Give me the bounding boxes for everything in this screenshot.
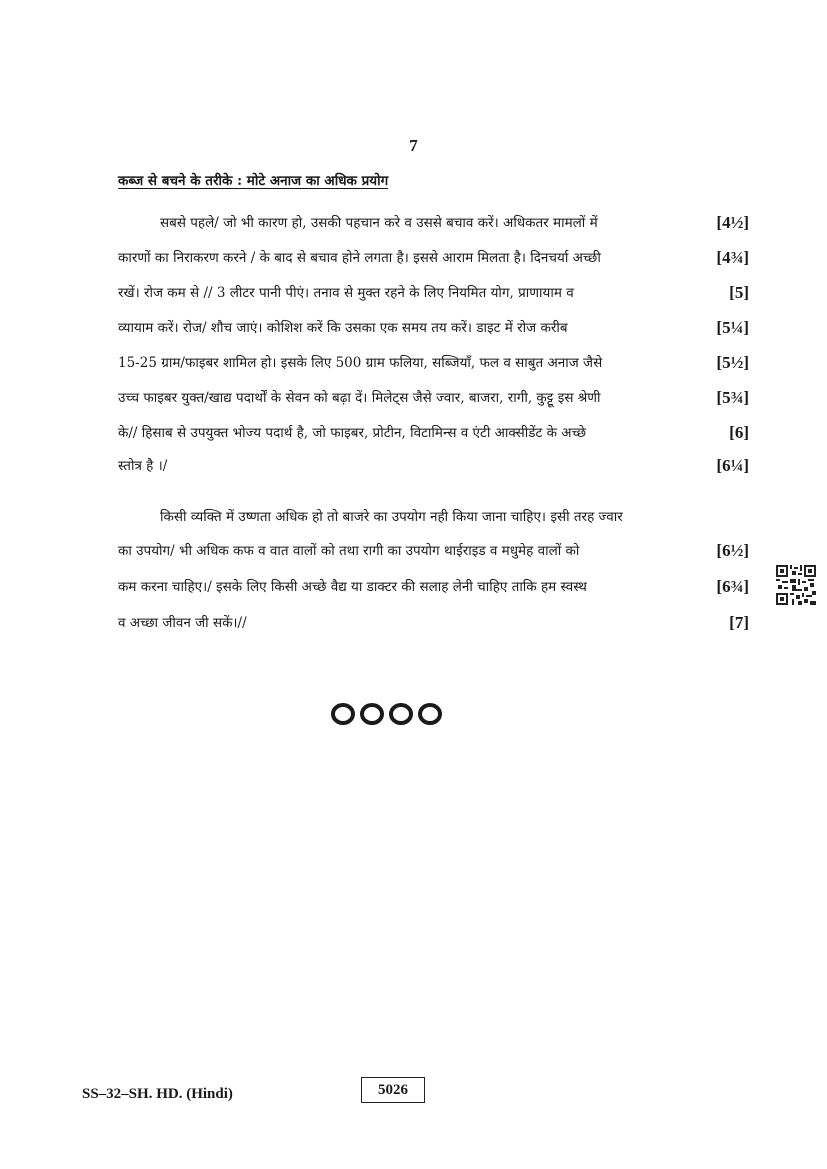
paragraph1-line-5: 15-25 ग्राम/फाइबर शामिल हो। इसके लिए 500 ग्राम फलिया, सब्जियाँ, फल व साबुत अनाज जैसे: [118, 355, 603, 371]
paragraph2-mark-3: [6¾]: [716, 577, 749, 596]
paragraph1-line-7: के// हिसाब से उपयुक्त भोज्य पदार्थ है, जो फाइबर, प्रोटीन, विटामिन्स व एंटी आक्सीडेंट के अच्छे: [118, 425, 587, 441]
page-number: 7: [409, 136, 418, 155]
paragraph1-mark-5: [5½]: [716, 353, 749, 372]
end-ornament-icon: [329, 702, 445, 726]
paragraph1-mark-2: [4¾]: [716, 248, 749, 267]
paper-code: SS–32–SH. HD. (Hindi): [82, 1086, 233, 1102]
paragraph2-line-2: का उपयोग/ भी अधिक कफ व वात वालों को तथा रागी का उपयोग थाईराइड व मधुमेह वालों को: [118, 543, 580, 559]
paragraph1-mark-8: [6¼]: [716, 456, 749, 475]
paragraph1-mark-4: [5¼]: [716, 318, 749, 337]
paragraph1-mark-7: [6]: [729, 423, 749, 442]
paragraph1-mark-1: [4½]: [716, 213, 749, 232]
paragraph2-line-1: किसी व्यक्ति में उष्णता अधिक हो तो बाजरे का उपयोग नही किया जाना चाहिए। इसी तरह ज्वार: [160, 509, 623, 525]
qr-code-icon: [776, 565, 816, 605]
section-heading: कब्ज से बचने के तरीके : मोटे अनाज का अधिक प्रयोग: [118, 173, 389, 189]
paper-number-box: 5026: [361, 1077, 425, 1103]
paragraph1-line-6: उच्च फाइबर युक्त/खाद्य पदार्थों के सेवन को बढ़ा दें। मिलेट्स जैसे ज्वार, बाजरा, रागी, कुट्टू इस श्रेणी: [118, 390, 601, 406]
paragraph2-line-4: व अच्छा जीवन जी सकें।//: [118, 615, 247, 631]
paragraph2-line-3: कम करना चाहिए।/ इसके लिए किसी अच्छे वैद्य या डाक्टर की सलाह लेनी चाहिए ताकि हम स्वस्थ: [118, 579, 587, 595]
paragraph2-mark-2: [6½]: [716, 541, 749, 560]
paragraph1-line-4: व्यायाम करें। रोज/ शौच जाएं। कोशिश करें कि उसका एक समय तय करें। डाइट में रोज करीब: [118, 320, 568, 336]
paragraph1-mark-6: [5¾]: [716, 388, 749, 407]
paragraph2-mark-4: [7]: [729, 613, 749, 632]
paragraph1-line-8: स्तोत्र है ।/: [118, 458, 168, 474]
paragraph1-line-1: सबसे पहले/ जो भी कारण हो, उसकी पहचान करे व उससे बचाव करें। अधिकतर मामलों में: [160, 215, 598, 231]
paragraph1-mark-3: [5]: [729, 283, 749, 302]
paragraph1-line-3: रखें। रोज कम से // 3 लीटर पानी पीएं। तनाव से मुक्त रहने के लिए नियमित योग, प्राणायाम व: [118, 285, 574, 301]
paragraph1-line-2: कारणों का निराकरण करने / के बाद से बचाव होने लगता है। इससे आराम मिलता है। दिनचर्या अच्छी: [118, 250, 601, 266]
